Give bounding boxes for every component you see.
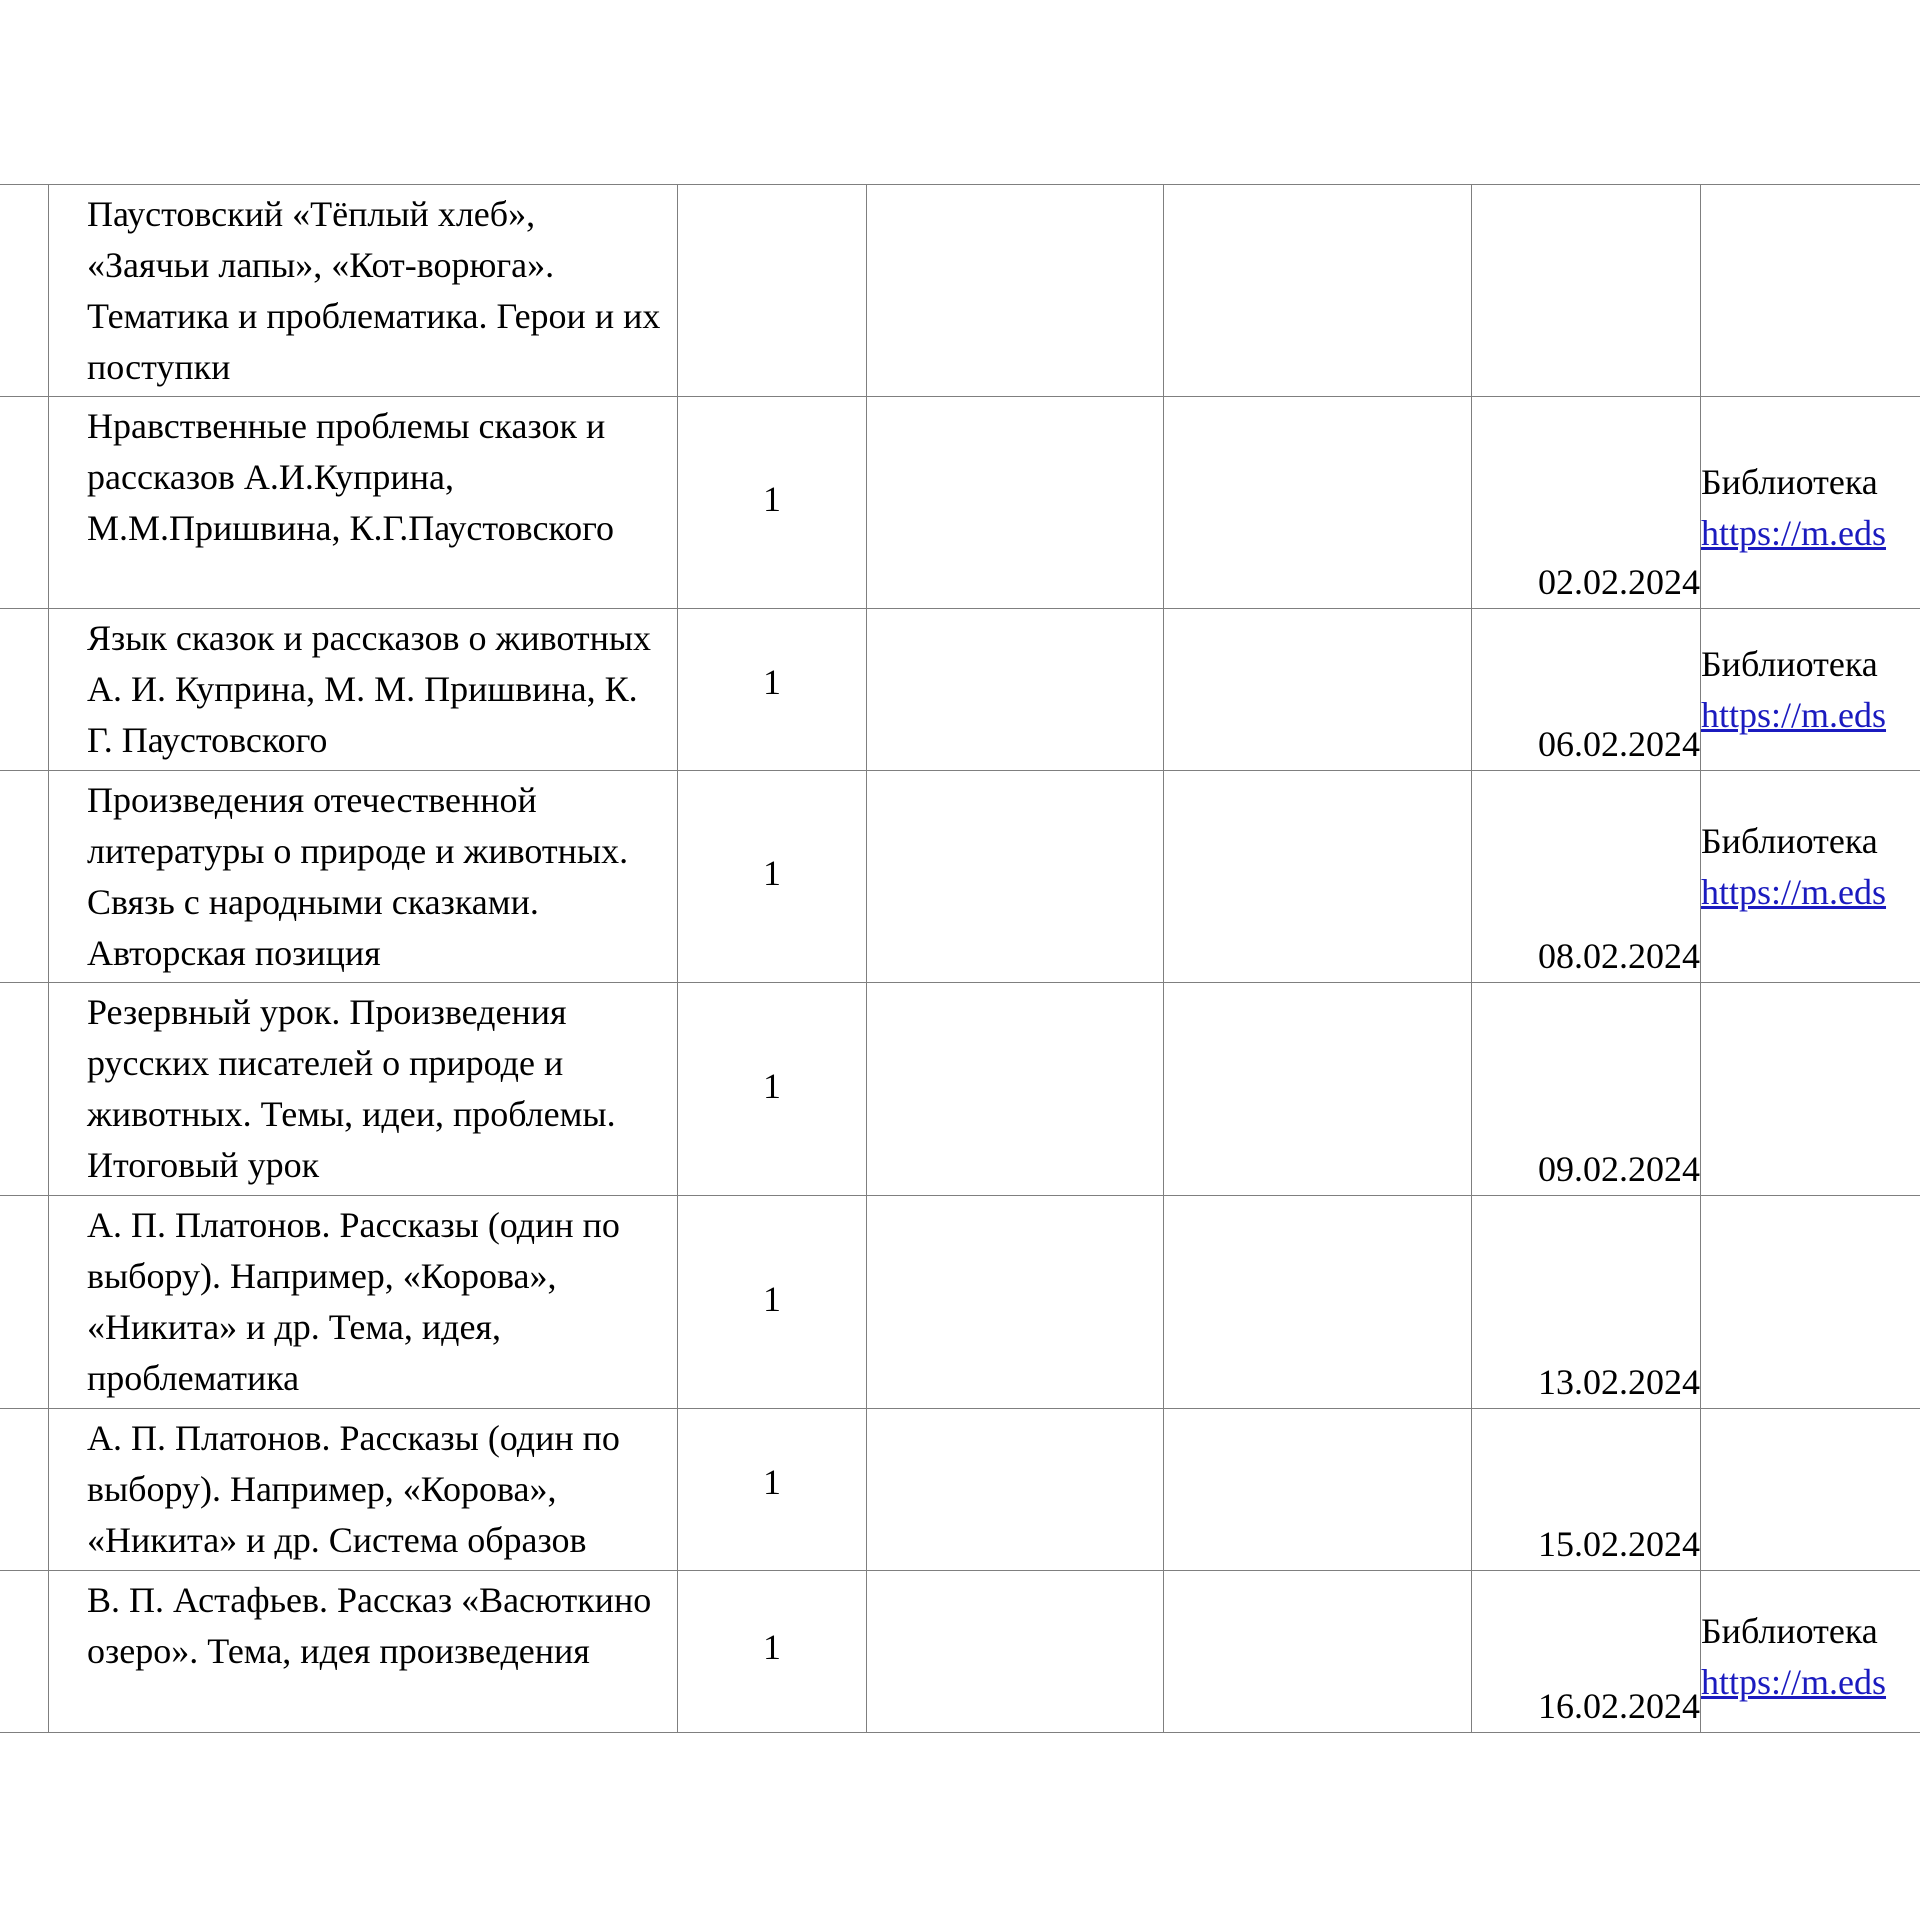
- lesson-date: 16.02.2024: [1472, 1571, 1701, 1733]
- practical-work-cell: [1164, 397, 1472, 609]
- table-row: [0, 1571, 1920, 1733]
- resource-link[interactable]: https://m.eds: [1701, 1661, 1887, 1702]
- resource-label: Библиотека: [1701, 820, 1878, 861]
- practical-work-cell: [1164, 609, 1472, 771]
- resource-link[interactable]: https://m.eds: [1701, 694, 1887, 735]
- topic-cell: [49, 983, 678, 1196]
- table-row: [0, 1196, 1920, 1409]
- topic-cell: [49, 185, 678, 397]
- practical-work-cell: [1164, 185, 1472, 397]
- lesson-topic: А. П. Платонов. Рассказы (один по выбору). Например, «Корова», «Никита» и др. Тема, идея, проблематика: [87, 1205, 620, 1398]
- lesson-topic: Резервный урок. Произведения русских писателей о природе и животных. Темы, идеи, проблемы. Итоговый урок: [87, 992, 616, 1185]
- lesson-date: 02.02.2024: [1472, 397, 1701, 609]
- row-number-cell: [0, 397, 49, 609]
- topic-cell: [49, 609, 678, 771]
- lesson-topic: А. П. Платонов. Рассказы (один по выбору). Например, «Корова», «Никита» и др. Система образов: [87, 1418, 620, 1560]
- practical-work-cell: [1164, 983, 1472, 1196]
- topic-cell: [49, 771, 678, 983]
- hours-cell: 1: [678, 983, 867, 1196]
- hours-cell: 1: [678, 609, 867, 771]
- table-row: [0, 771, 1920, 983]
- lesson-date: 08.02.2024: [1472, 771, 1701, 983]
- resources-cell: [1701, 609, 1920, 771]
- row-number-cell: [0, 983, 49, 1196]
- table-row: [0, 983, 1920, 1196]
- table-row: [0, 1409, 1920, 1571]
- hours-cell: [678, 185, 867, 397]
- practical-work-cell: [1164, 1196, 1472, 1409]
- table-row: [0, 397, 1920, 609]
- row-number-cell: [0, 1409, 49, 1571]
- lesson-topic: Паустовский «Тёплый хлеб», «Заячьи лапы», «Кот-ворюга». Тематика и проблематика. Герои и их поступки: [87, 194, 661, 387]
- control-work-cell: [867, 983, 1164, 1196]
- control-work-cell: [867, 1571, 1164, 1733]
- hours-cell: 1: [678, 1409, 867, 1571]
- resource-label: Библиотека: [1701, 643, 1878, 684]
- lesson-topic: В. П. Астафьев. Рассказ «Васюткино озеро». Тема, идея произведения: [87, 1580, 652, 1671]
- row-number-cell: [0, 1196, 49, 1409]
- table-row: [0, 185, 1920, 397]
- resources-cell: [1701, 185, 1920, 397]
- topic-cell: [49, 397, 678, 609]
- resources-cell: [1701, 1571, 1920, 1733]
- topic-cell: [49, 1409, 678, 1571]
- control-work-cell: [867, 1196, 1164, 1409]
- hours-cell: 1: [678, 771, 867, 983]
- row-number-cell: [0, 609, 49, 771]
- lesson-topic: Произведения отечественной литературы о природе и животных. Связь с народными сказками. Авторская позиция: [87, 780, 629, 973]
- resource-link[interactable]: https://m.eds: [1701, 871, 1887, 912]
- resource-label: Библиотека: [1701, 461, 1878, 502]
- lesson-topic: Язык сказок и рассказов о животных А. И. Куприна, М. М. Пришвина, К. Г. Паустовского: [87, 618, 652, 760]
- row-number-cell: [0, 185, 49, 397]
- resources-cell: [1701, 983, 1920, 1196]
- row-number-cell: [0, 771, 49, 983]
- lesson-topic: Нравственные проблемы сказок и рассказов А.И.Куприна, М.М.Пришвина, К.Г.Паустовского: [87, 406, 614, 548]
- topic-cell: [49, 1571, 678, 1733]
- topic-cell: [49, 1196, 678, 1409]
- lesson-date: [1472, 185, 1701, 397]
- control-work-cell: [867, 609, 1164, 771]
- control-work-cell: [867, 185, 1164, 397]
- control-work-cell: [867, 771, 1164, 983]
- control-work-cell: [867, 1409, 1164, 1571]
- resources-cell: [1701, 771, 1920, 983]
- control-work-cell: [867, 397, 1164, 609]
- lesson-plan-table: [0, 184, 1920, 1733]
- resources-cell: [1701, 397, 1920, 609]
- table-row: [0, 609, 1920, 771]
- resource-label: Библиотека: [1701, 1610, 1878, 1651]
- row-number-cell: [0, 1571, 49, 1733]
- resources-cell: [1701, 1409, 1920, 1571]
- lesson-date: 06.02.2024: [1472, 609, 1701, 771]
- hours-cell: 1: [678, 1571, 867, 1733]
- lesson-date: 13.02.2024: [1472, 1196, 1701, 1409]
- lesson-date: 09.02.2024: [1472, 983, 1701, 1196]
- practical-work-cell: [1164, 1409, 1472, 1571]
- hours-cell: 1: [678, 397, 867, 609]
- resources-cell: [1701, 1196, 1920, 1409]
- hours-cell: 1: [678, 1196, 867, 1409]
- practical-work-cell: [1164, 771, 1472, 983]
- lesson-date: 15.02.2024: [1472, 1409, 1701, 1571]
- resource-link[interactable]: https://m.eds: [1701, 512, 1887, 553]
- practical-work-cell: [1164, 1571, 1472, 1733]
